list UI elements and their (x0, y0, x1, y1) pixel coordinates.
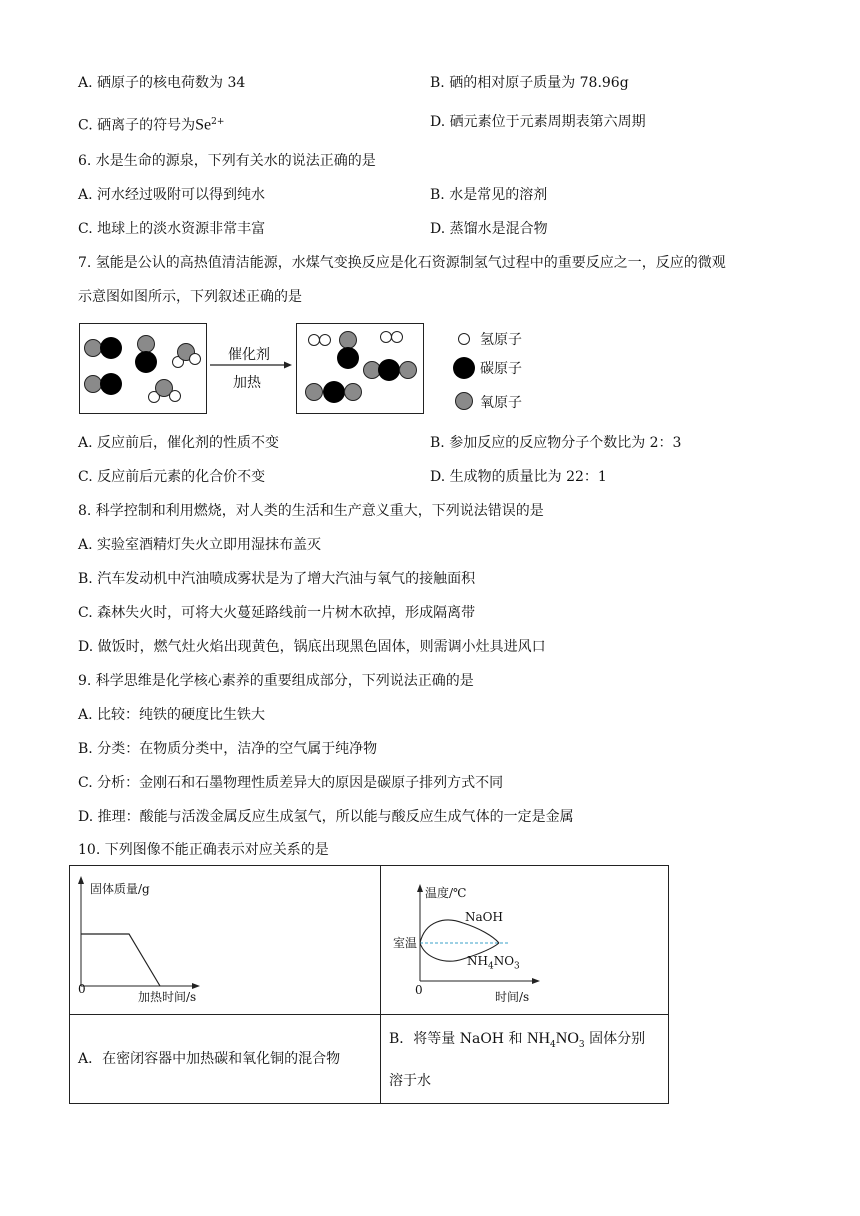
q6-option-c: C. 地球上的淡水资源非常丰富 (78, 221, 266, 237)
hydrogen-legend-icon (458, 333, 470, 345)
reaction-arrow-icon (208, 360, 294, 370)
nh4no3-curve-label (467, 954, 520, 971)
oxygen-atom (344, 383, 362, 401)
q7-option-c: C. 反应前后元素的化合价不变 (78, 469, 266, 485)
q8-option-c: C. 森林失火时，可将大火蔓延路线前一片树木砍掉，形成隔离带 (78, 605, 476, 621)
room-temp-label: 室温 (393, 936, 418, 950)
formula-sub4: 4 (550, 1039, 556, 1050)
carbon-atom (135, 351, 157, 373)
carbon-atom (323, 381, 345, 403)
catalyst-label: 催化剂 (228, 347, 270, 363)
q8-stem: 8. 科学控制和利用燃烧，对人类的生活和生产意义重大，下列说法错误的是 (78, 503, 544, 519)
q8-option-b: B. 汽车发动机中汽油喷成雾状是为了增大汽油与氧气的接触面积 (78, 571, 476, 587)
products-box (296, 323, 424, 414)
nh4no3-sub1: 4 (487, 961, 494, 972)
q7-stem-line2: 示意图如图所示，下列叙述正确的是 (78, 289, 302, 305)
nh4no3-part1: NH (467, 954, 488, 968)
hydrogen-atom (189, 353, 201, 365)
nh4no3-sub2: 3 (514, 961, 520, 972)
selenium-ion-symbol: Se (195, 116, 212, 134)
q9-stem: 9. 科学思维是化学核心素养的重要组成部分，下列说法正确的是 (78, 673, 474, 689)
q5-option-d: D. 硒元素位于元素周期表第六周期 (430, 114, 646, 130)
graph-a-cell (70, 866, 381, 1015)
q5-option-c (78, 112, 224, 136)
q5-option-a: A. 硒原子的核电荷数为 34 (78, 75, 246, 91)
formula-no: NO (555, 1030, 579, 1048)
q8-option-a: A. 实验室酒精灯失火立即用湿抹布盖灭 (78, 537, 322, 553)
heating-label: 加热 (233, 375, 261, 391)
formula-nh: NH (526, 1030, 551, 1048)
q6-option-a: A. 河水经过吸附可以得到纯水 (78, 187, 266, 203)
q7-option-a: A. 反应前后，催化剂的性质不变 (78, 435, 280, 451)
graph-a-ylabel: 固体质量/g (90, 882, 150, 896)
nh4no3-part2: NO (493, 954, 515, 968)
carbon-atom (337, 347, 359, 369)
carbon-legend-icon (453, 357, 475, 379)
caption-b-line2: 溶于水 (389, 1072, 431, 1089)
ion-charge: 2+ (211, 117, 225, 127)
graph-b-ylabel: 温度/℃ (425, 886, 467, 900)
graph-b-xlabel: 时间/s (495, 990, 530, 1004)
oxygen-atom (305, 383, 323, 401)
carbon-atom (100, 337, 122, 359)
hydrogen-atom (169, 390, 181, 402)
q5-option-b: B. 硒的相对原子质量为 78.96g (430, 75, 629, 91)
caption-b-tail: 固体分别 (589, 1031, 646, 1048)
q10-table (69, 865, 669, 1104)
caption-a: A．在密闭容器中加热碳和氧化铜的混合物 (70, 1015, 381, 1104)
q6-stem: 6. 水是生命的源泉，下列有关水的说法正确的是 (78, 153, 376, 169)
legend-oxygen: 氧原子 (480, 395, 522, 411)
q9-option-c: C. 分析：金刚石和石墨物理性质差异大的原因是碳原子排列方式不同 (78, 775, 504, 791)
graph-a-xlabel: 加热时间/s (138, 990, 197, 1004)
q5-option-c-text: C. 硒离子的符号为 (78, 117, 196, 134)
legend-hydrogen: 氢原子 (480, 332, 522, 348)
q7-option-b: B. 参加反应的反应物分子个数比为 2：3 (430, 435, 682, 451)
q9-option-b: B. 分类：在物质分类中，洁净的空气属于纯净物 (78, 741, 378, 757)
q10-stem: 10. 下列图像不能正确表示对应关系的是 (78, 842, 329, 858)
caption-b-text: B．将等量 NaOH 和 (389, 1031, 523, 1048)
graph-b-cell (381, 866, 669, 1015)
naoh-curve-label: NaOH (465, 910, 503, 924)
q7-option-d: D. 生成物的质量比为 22：1 (430, 469, 607, 485)
legend-carbon: 碳原子 (480, 361, 522, 377)
q6-option-d: D. 蒸馏水是混合物 (430, 221, 548, 237)
caption-b (381, 1015, 669, 1104)
graph-b-origin: 0 (415, 983, 423, 997)
carbon-atom (378, 359, 400, 381)
q9-option-a: A. 比较：纯铁的硬度比生铁大 (78, 707, 266, 723)
q7-stem-line1: 7. 氢能是公认的高热值清洁能源，水煤气变换反应是化石资源制氢气过程中的重要反应之一，反应的微观 (78, 255, 726, 271)
reactants-box (79, 323, 207, 414)
q6-option-b: B. 水是常见的溶剂 (430, 187, 548, 203)
graph-a-origin: 0 (78, 982, 86, 996)
oxygen-atom (399, 361, 417, 379)
carbon-atom (100, 373, 122, 395)
hydrogen-atom (391, 331, 403, 343)
formula-sub3: 3 (578, 1039, 585, 1050)
q8-option-d: D. 做饭时，燃气灶火焰出现黄色，锅底出现黑色固体，则需调小灶具进风口 (78, 639, 546, 655)
oxygen-legend-icon (455, 392, 473, 410)
q9-option-d: D. 推理：酸能与活泼金属反应生成氢气，所以能与酸反应生成气体的一定是金属 (78, 809, 574, 825)
hydrogen-atom (319, 334, 331, 346)
